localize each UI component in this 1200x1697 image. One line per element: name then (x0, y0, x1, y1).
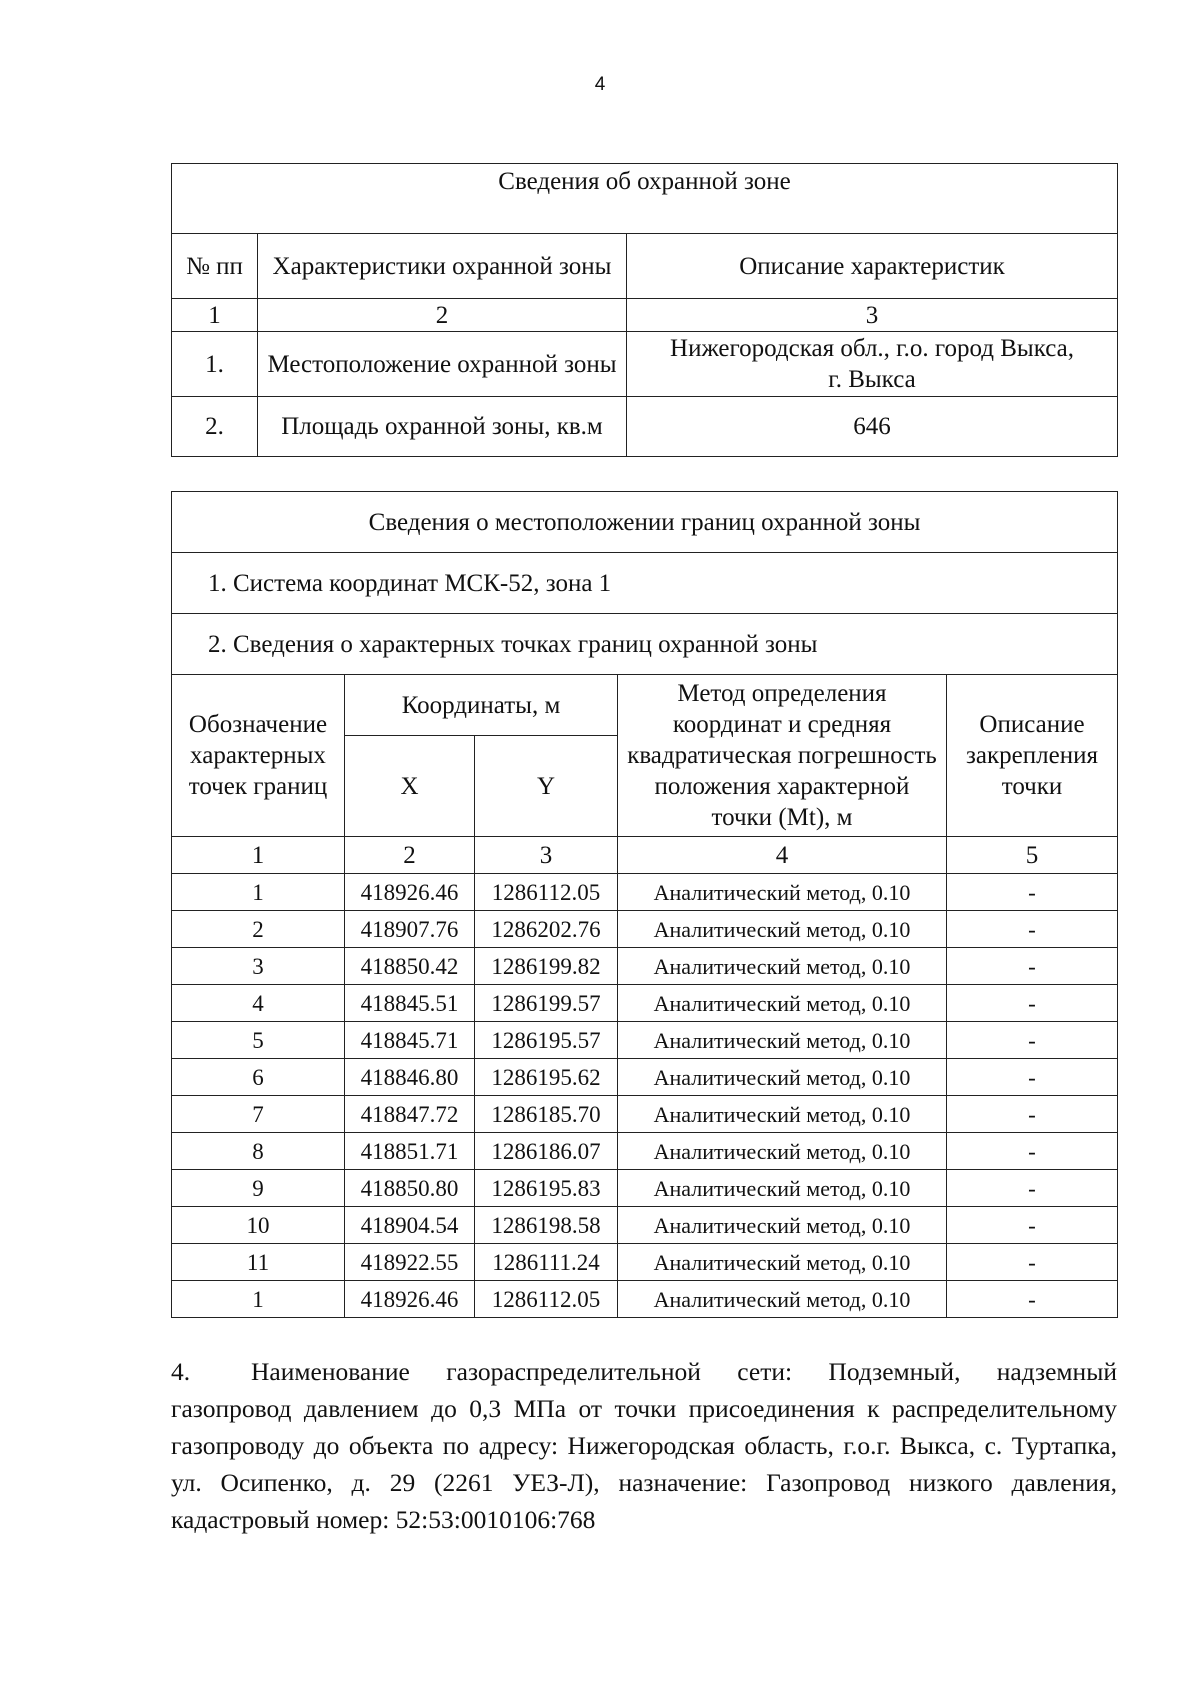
table-row (172, 1022, 1118, 1059)
point-id: 1 (172, 874, 345, 911)
point-x: 418851.71 (345, 1133, 475, 1170)
column-number: 1 (172, 837, 345, 874)
point-fixing: - (947, 948, 1118, 985)
point-method: Аналитический метод, 0.10 (618, 1133, 947, 1170)
table-row (172, 1059, 1118, 1096)
point-id: 11 (172, 1244, 345, 1281)
table-row (172, 397, 1118, 457)
point-x: 418846.80 (345, 1059, 475, 1096)
table-row (172, 1096, 1118, 1133)
column-number: 3 (475, 837, 618, 874)
point-fixing: - (947, 911, 1118, 948)
point-x: 418926.46 (345, 1281, 475, 1318)
row-value: 646 (627, 397, 1118, 457)
row-value (627, 332, 1118, 397)
point-y: 1286195.83 (475, 1170, 618, 1207)
point-x: 418850.42 (345, 948, 475, 985)
table-row (172, 332, 1118, 397)
point-method: Аналитический метод, 0.10 (618, 948, 947, 985)
point-y: 1286199.57 (475, 985, 618, 1022)
protection-zone-info-title: Сведения об охранной зоне (172, 164, 1118, 234)
column-number: 5 (947, 837, 1118, 874)
page-number: 4 (594, 74, 606, 95)
point-fixing: - (947, 1170, 1118, 1207)
point-fixing: - (947, 1096, 1118, 1133)
table-row (172, 1281, 1118, 1318)
boundary-points-table (171, 491, 1118, 1318)
point-method: Аналитический метод, 0.10 (618, 1281, 947, 1318)
row-value-line: Нижегородская обл., г.о. город Выкса, (670, 335, 1074, 362)
row-name: Площадь охранной зоны, кв.м (258, 397, 627, 457)
table-row (172, 1244, 1118, 1281)
points-title: 2. Сведения о характерных точках границ охранной зоны (172, 614, 1118, 675)
row-num: 1. (172, 332, 258, 397)
point-y: 1286111.24 (475, 1244, 618, 1281)
point-fixing: - (947, 1059, 1118, 1096)
point-x: 418847.72 (345, 1096, 475, 1133)
gas-network-paragraph (171, 1353, 1117, 1538)
paragraph-text: Наименование газораспределительной сети: Подземный, надземный газопровод давлением до 0,3 МПа от точки присоединения к распределительному газопроводу до объекта по адресу: Нижегородская область, г.о.г. Выкса, с. Туртапка, ул. Осипенко, д. 29 (2261 УЕЗ-Л), назначение: Газопровод низкого давления, кадастровый номер: 52:53:0010106:768 (171, 1357, 1117, 1534)
point-method: Аналитический метод, 0.10 (618, 874, 947, 911)
column-number: 3 (627, 299, 1118, 332)
header-num: № пп (172, 234, 258, 299)
point-id: 10 (172, 1207, 345, 1244)
point-y: 1286202.76 (475, 911, 618, 948)
row-value-line: г. Выкса (828, 366, 916, 393)
point-id: 3 (172, 948, 345, 985)
protection-zone-info-table (171, 163, 1118, 457)
header-characteristics: Характеристики охранной зоны (258, 234, 627, 299)
point-fixing: - (947, 1022, 1118, 1059)
point-x: 418922.55 (345, 1244, 475, 1281)
column-number: 2 (345, 837, 475, 874)
point-id: 6 (172, 1059, 345, 1096)
point-method: Аналитический метод, 0.10 (618, 985, 947, 1022)
point-id: 8 (172, 1133, 345, 1170)
point-y: 1286195.62 (475, 1059, 618, 1096)
point-fixing: - (947, 985, 1118, 1022)
point-x: 418850.80 (345, 1170, 475, 1207)
header-designation: Обозначение характерных точек границ (172, 675, 345, 837)
header-y: Y (475, 736, 618, 837)
point-y: 1286199.82 (475, 948, 618, 985)
point-method: Аналитический метод, 0.10 (618, 1207, 947, 1244)
point-id: 2 (172, 911, 345, 948)
point-x: 418845.71 (345, 1022, 475, 1059)
point-method: Аналитический метод, 0.10 (618, 1096, 947, 1133)
point-x: 418907.76 (345, 911, 475, 948)
point-y: 1286112.05 (475, 1281, 618, 1318)
point-fixing: - (947, 874, 1118, 911)
point-y: 1286186.07 (475, 1133, 618, 1170)
row-name: Местоположение охранной зоны (258, 332, 627, 397)
point-method: Аналитический метод, 0.10 (618, 1170, 947, 1207)
point-id: 9 (172, 1170, 345, 1207)
point-y: 1286195.57 (475, 1022, 618, 1059)
point-fixing: - (947, 1207, 1118, 1244)
paragraph-number: 4. (171, 1357, 191, 1386)
points-body (172, 874, 1118, 1318)
header-method: Метод определения координат и средняя квадратическая погрешность положения характерной точки (Mt), м (618, 675, 947, 837)
table-row (172, 985, 1118, 1022)
point-x: 418904.54 (345, 1207, 475, 1244)
point-y: 1286112.05 (475, 874, 618, 911)
header-x: X (345, 736, 475, 837)
table-row (172, 948, 1118, 985)
table-row (172, 911, 1118, 948)
point-method: Аналитический метод, 0.10 (618, 911, 947, 948)
table-row (172, 1133, 1118, 1170)
column-number: 2 (258, 299, 627, 332)
point-x: 418845.51 (345, 985, 475, 1022)
point-method: Аналитический метод, 0.10 (618, 1059, 947, 1096)
point-id: 7 (172, 1096, 345, 1133)
column-number: 4 (618, 837, 947, 874)
point-method: Аналитический метод, 0.10 (618, 1244, 947, 1281)
coordinate-system: 1. Система координат МСК-52, зона 1 (172, 553, 1118, 614)
point-method: Аналитический метод, 0.10 (618, 1022, 947, 1059)
point-id: 5 (172, 1022, 345, 1059)
row-num: 2. (172, 397, 258, 457)
header-description: Описание характеристик (627, 234, 1118, 299)
table-row (172, 1207, 1118, 1244)
header-fixing: Описание закрепления точки (947, 675, 1118, 837)
point-fixing: - (947, 1281, 1118, 1318)
point-id: 1 (172, 1281, 345, 1318)
point-fixing: - (947, 1133, 1118, 1170)
header-coordinates: Координаты, м (345, 675, 618, 736)
point-y: 1286198.58 (475, 1207, 618, 1244)
table-row (172, 874, 1118, 911)
point-fixing: - (947, 1244, 1118, 1281)
boundary-info-title: Сведения о местоположении границ охранной зоны (172, 492, 1118, 553)
table-row (172, 1170, 1118, 1207)
column-number: 1 (172, 299, 258, 332)
point-x: 418926.46 (345, 874, 475, 911)
point-y: 1286185.70 (475, 1096, 618, 1133)
point-id: 4 (172, 985, 345, 1022)
